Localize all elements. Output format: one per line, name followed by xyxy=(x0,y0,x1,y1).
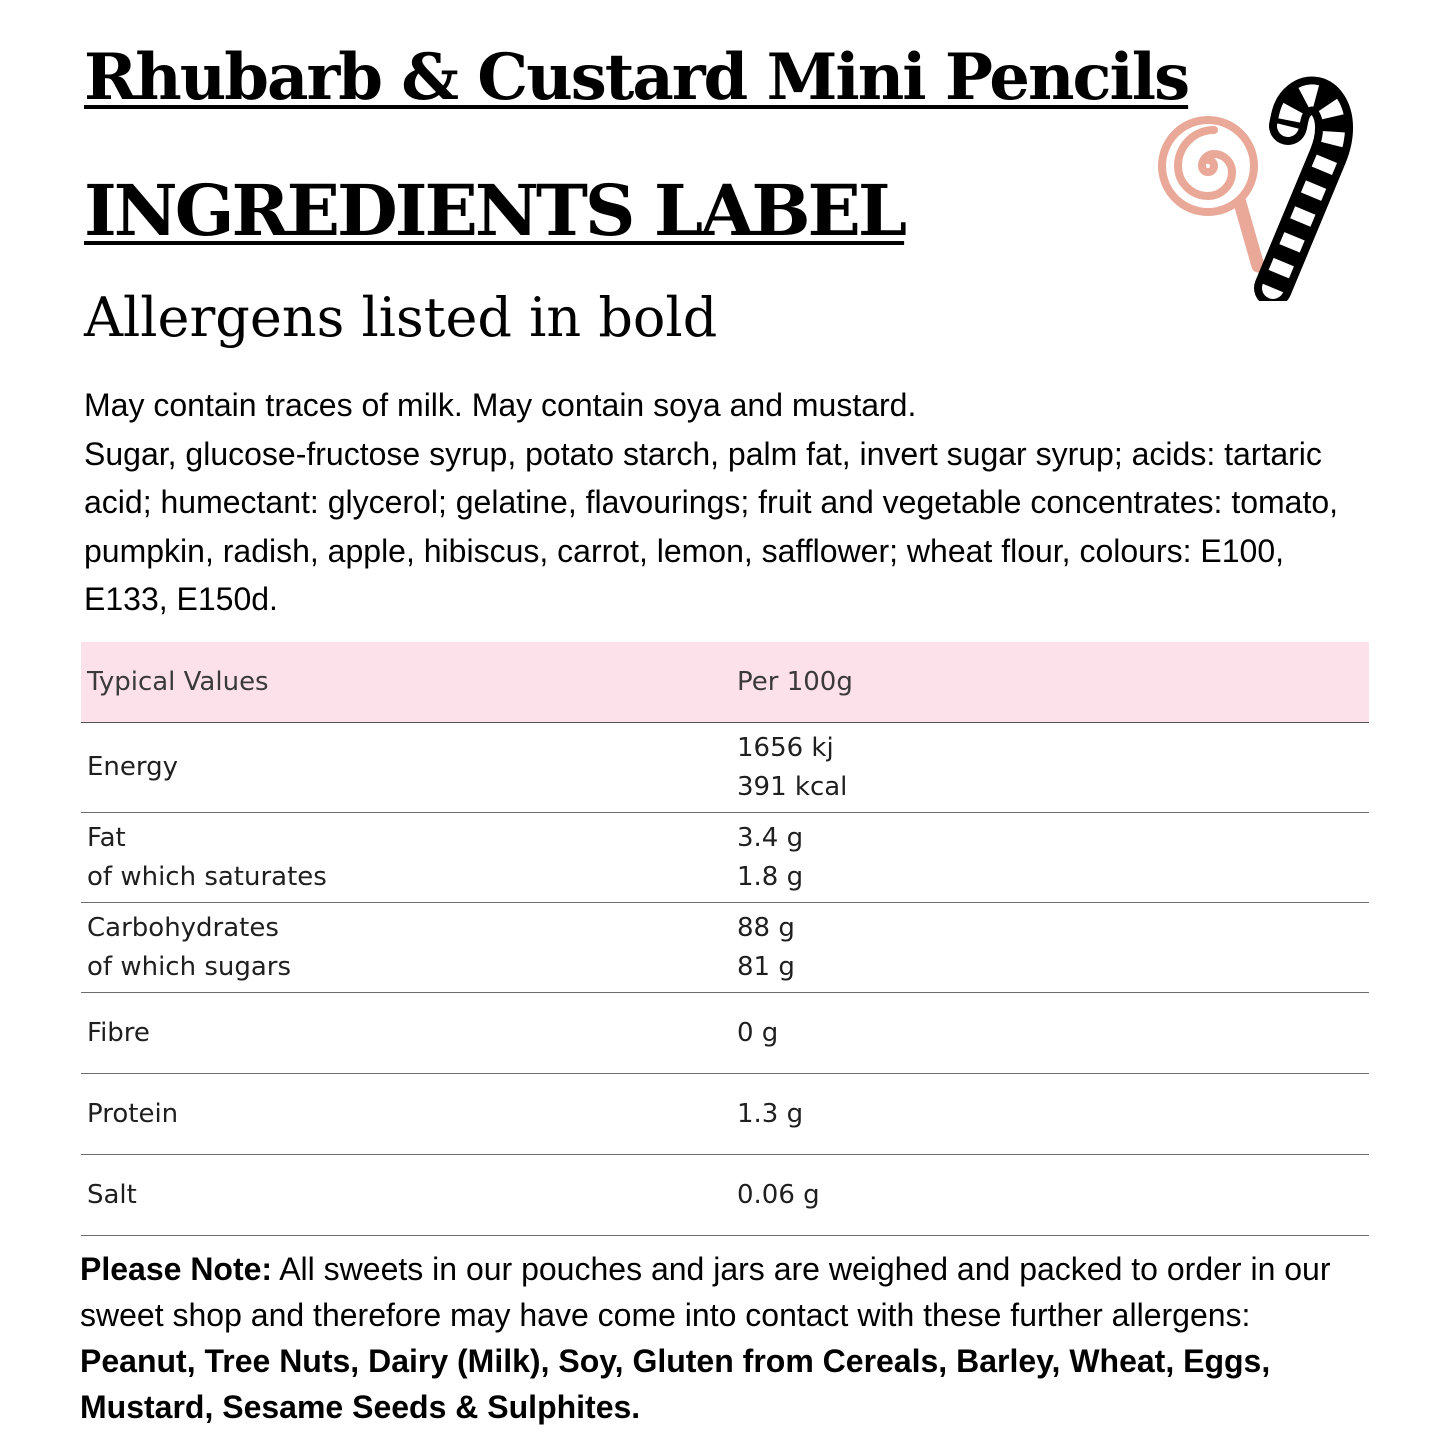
nutrient-value: 3.4 g xyxy=(737,822,804,853)
nutrient-sublabel: of which sugars xyxy=(87,951,292,982)
typical-values-header: Typical Values xyxy=(87,666,269,697)
nutrient-value: 88 g xyxy=(737,912,795,943)
nutrient-value: 0.06 g xyxy=(737,1179,820,1210)
ingredients-list: Sugar, glucose-fructose syrup, potato starch, palm fat, invert sugar syrup; acids: tartaric acid; humectant: glycerol; gelatine, flavourings; fruit and vegetable concentrates: tomato, pumpkin, radish, apple, hibiscus, carrot, lemon, safflower; wheat flour, colours: E100, E133, E150d. xyxy=(84,435,1339,617)
nutrient-value-secondary: 81 g xyxy=(737,951,795,982)
nutrient-label: Salt xyxy=(87,1179,137,1210)
table-row-carbohydrates xyxy=(81,903,1369,993)
product-title: Rhubarb & Custard Mini Pencils xyxy=(84,40,1189,115)
nutrient-value: 0 g xyxy=(737,1017,779,1048)
table-row-energy xyxy=(81,723,1369,813)
nutrient-value: 1656 kj xyxy=(737,732,834,763)
note-lead: Please Note: xyxy=(80,1251,273,1287)
traces-warning: May contain traces of milk. May contain soya and mustard. xyxy=(84,387,917,423)
nutrient-label: Energy xyxy=(87,752,179,782)
note-allergens: Peanut, Tree Nuts, Dairy (Milk), Soy, Gluten from Cereals, Barley, Wheat, Eggs, Mustard, Sesame Seeds & Sulphites. xyxy=(80,1343,1271,1425)
nutrient-value: 1.3 g xyxy=(737,1098,804,1129)
table-row-protein xyxy=(81,1074,1369,1155)
table-row-fat xyxy=(81,813,1369,903)
ingredients-label-heading: INGREDIENTS LABEL xyxy=(84,169,905,252)
lollipop-icon xyxy=(1158,116,1258,266)
nutrition-header-row xyxy=(81,642,1369,723)
allergens-heading: Allergens listed in bold xyxy=(84,286,718,349)
table-row-salt xyxy=(81,1155,1369,1236)
please-note-paragraph xyxy=(80,1246,1370,1430)
nutrition-table xyxy=(81,642,1369,1236)
candy-illustration xyxy=(1150,56,1390,301)
nutrient-label: Fibre xyxy=(87,1017,150,1048)
nutrient-label: Carbohydrates xyxy=(87,912,279,943)
nutrient-label: Protein xyxy=(87,1098,179,1129)
candy-cane-icon xyxy=(1273,95,1334,288)
per-100g-header: Per 100g xyxy=(737,666,853,697)
nutrient-label: Fat xyxy=(87,822,126,853)
nutrient-sublabel: of which saturates xyxy=(87,861,327,892)
nutrient-value-secondary: 1.8 g xyxy=(737,861,804,892)
nutrient-value-secondary: 391 kcal xyxy=(737,771,848,802)
table-row-fibre xyxy=(81,993,1369,1074)
note-text: All sweets in our pouches and jars are weighed and packed to order in our sweet shop and therefore may have come into contact with these further allergens: xyxy=(80,1251,1331,1333)
ingredients-text xyxy=(84,381,1344,624)
